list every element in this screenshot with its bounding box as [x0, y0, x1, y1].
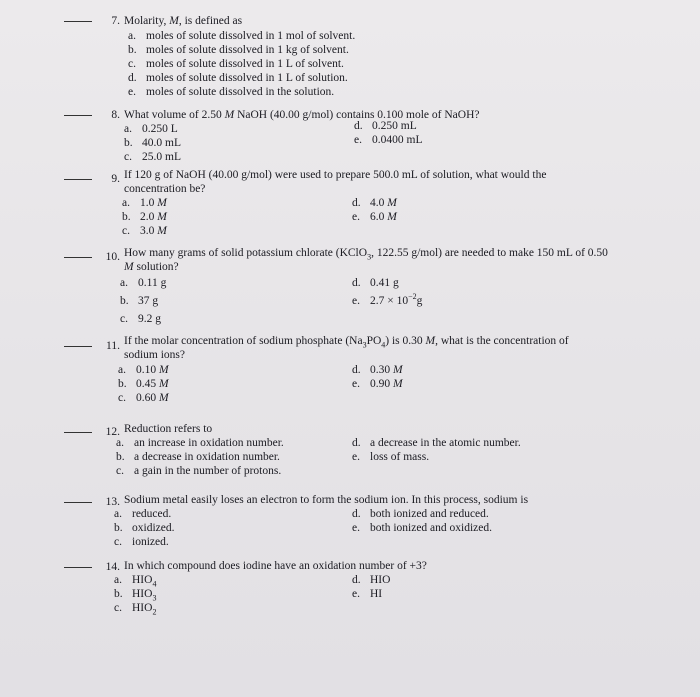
option-a[interactable]: a. 1.0 M — [122, 197, 167, 209]
answer-blank[interactable] — [64, 115, 92, 116]
option-a[interactable]: a. 0.250 L — [124, 123, 178, 135]
question-stem: What volume of 2.50 M NaOH (40.00 g/mol) contains 0.100 mole of NaOH? — [124, 109, 480, 121]
answer-blank[interactable] — [64, 21, 92, 22]
option-a[interactable]: a. $HIO_4$ — [114, 574, 157, 589]
answer-blank[interactable] — [64, 257, 92, 258]
option-b[interactable]: b. 2.0 M — [122, 211, 167, 223]
question-number: 14. — [105, 561, 120, 573]
option-d[interactable]: d. 4.0 M — [352, 197, 397, 209]
option-b[interactable]: b. 0.45 M — [118, 378, 169, 390]
option-a[interactable]: a. moles of solute dissolved in 1 mol of solvent. — [128, 30, 356, 42]
question-stem: Molarity, M, is defined as — [124, 15, 243, 27]
option-e[interactable]: e. moles of solute dissolved in the solution. — [128, 86, 335, 98]
option-c[interactable]: c. ionized. — [114, 536, 169, 548]
option-e[interactable]: e. loss of mass. — [352, 451, 430, 463]
option-b[interactable]: b. oxidized. — [114, 522, 175, 534]
option-e[interactable]: e. $2.7 \times 10^{-2}g$ — [352, 292, 423, 307]
question-stem: Reduction refers to — [124, 423, 213, 435]
question-number: 9. — [111, 173, 120, 185]
option-b[interactable]: b. $HIO_3$ — [114, 588, 157, 603]
option-b[interactable]: b. a decrease in oxidation number. — [116, 451, 280, 463]
option-d[interactable]: d. 0.250 mL — [354, 120, 417, 132]
option-b[interactable]: b. 37 g — [120, 295, 159, 307]
option-a[interactable]: a. 0.11 g — [120, 277, 167, 289]
question-stem: In which compound does iodine have an oxidation number of +3? — [124, 560, 427, 572]
question-stem-line2: concentration be? — [124, 183, 206, 195]
question-stem: How many grams of solid potassium chlorate (KClO$_3$, 122.55 g/mol) are needed to make 150 mL of 0.50 — [124, 247, 608, 262]
option-c[interactable]: c. moles of solute dissolved in 1 L of solvent. — [128, 58, 344, 70]
answer-blank[interactable] — [64, 346, 92, 347]
option-c[interactable]: c. 0.60 M — [118, 392, 169, 404]
option-a[interactable]: a. an increase in oxidation number. — [116, 437, 284, 449]
question-number: 8. — [111, 109, 120, 121]
question-stem: If the molar concentration of sodium phosphate $(Na_3PO_4)$ is 0.30 M, what is the concentration of — [124, 335, 569, 350]
answer-blank[interactable] — [64, 502, 92, 503]
option-b[interactable]: b. moles of solute dissolved in 1 kg of solvent. — [128, 44, 349, 56]
option-a[interactable]: a. reduced. — [114, 508, 172, 520]
option-e[interactable]: e. 6.0 M — [352, 211, 397, 223]
option-a[interactable]: a. 0.10 M — [118, 364, 169, 376]
answer-blank[interactable] — [64, 179, 92, 180]
option-e[interactable]: e. 0.0400 mL — [354, 134, 423, 146]
option-d[interactable]: d. a decrease in the atomic number. — [352, 437, 521, 449]
question-stem: If 120 g of NaOH (40.00 g/mol) were used to prepare 500.0 mL of solution, what would the — [124, 169, 547, 181]
option-d[interactable]: d. 0.30 M — [352, 364, 403, 376]
question-number: 10. — [105, 251, 120, 263]
option-d[interactable]: d. 0.41 g — [352, 277, 399, 289]
option-c[interactable]: c. a gain in the number of protons. — [116, 465, 282, 477]
option-e[interactable]: e. 0.90 M — [352, 378, 403, 390]
option-d[interactable]: d. moles of solute dissolved in 1 L of solution. — [128, 72, 348, 84]
answer-blank[interactable] — [64, 432, 92, 433]
question-number: 11. — [106, 340, 120, 352]
answer-blank[interactable] — [64, 567, 92, 568]
option-e[interactable]: e. HI — [352, 588, 383, 600]
question-stem: Sodium metal easily loses an electron to form the sodium ion. In this process, sodium is — [124, 494, 529, 506]
option-c[interactable]: c. 3.0 M — [122, 225, 167, 237]
question-number: 13. — [105, 496, 120, 508]
option-d[interactable]: d. HIO — [352, 574, 391, 586]
option-b[interactable]: b. 40.0 mL — [124, 137, 181, 149]
option-c[interactable]: c. $HIO_2$ — [114, 602, 157, 617]
question-number: 12. — [105, 426, 120, 438]
option-e[interactable]: e. both ionized and oxidized. — [352, 522, 492, 534]
question-stem-line2: sodium ions? — [124, 349, 186, 361]
question-stem-line2: M solution? — [124, 261, 179, 273]
option-d[interactable]: d. both ionized and reduced. — [352, 508, 489, 520]
option-c[interactable]: c. 9.2 g — [120, 313, 161, 325]
question-number: 7. — [111, 15, 120, 27]
option-c[interactable]: c. 25.0 mL — [124, 151, 181, 163]
